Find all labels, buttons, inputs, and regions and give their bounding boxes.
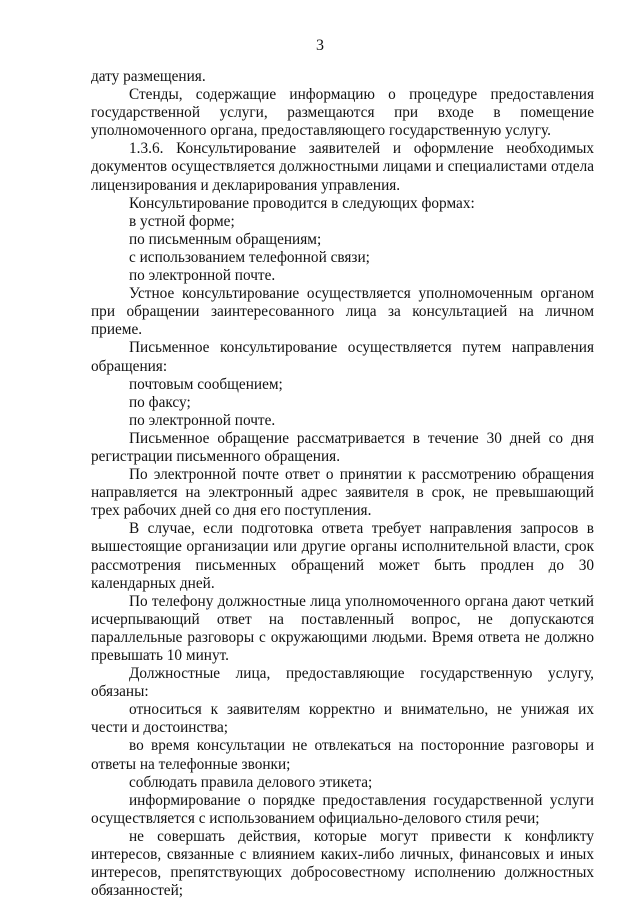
document-body: [91, 68, 594, 900]
paragraph: Должностные лица, предоставляющие государственную услугу, обязаны:: [91, 665, 594, 701]
paragraph: 1.3.6. Консультирование заявителей и оформление необходимых документов осуществляется должностными лицами и специалистами отдела лицензирования и декларирования управления.: [91, 140, 594, 194]
paragraph: Стенды, содержащие информацию о процедуре предоставления государственной услуги, размещаются при входе в помещение уполномоченного органа, предоставляющего государственную услугу.: [91, 86, 594, 140]
paragraph: Устное консультирование осуществляется уполномоченным органом при обращении заинтересованного лица за консультацией на личном приеме.: [91, 285, 594, 339]
list-item: не совершать действия, которые могут привести к конфликту интересов, связанные с влиянием каких-либо личных, финансовых и иных интересов, препятствующих добросовестному исполнению должностных обязанностей;: [91, 827, 594, 900]
list-item: в устной форме;: [129, 212, 235, 230]
list-item: по электронной почте.: [129, 267, 276, 285]
list-item: относиться к заявителям корректно и внимательно, не унижая их чести и достоинства;: [91, 701, 594, 737]
list-item: почтовым сообщением;: [129, 375, 283, 393]
paragraph: По электронной почте ответ о принятии к рассмотрению обращения направляется на электронный адрес заявителя в срок, не превышающий трех рабочих дней со дня его поступления.: [91, 466, 594, 520]
paragraph: В случае, если подготовка ответа требует направления запросов в вышестоящие организации или другие органы исполнительной власти, срок рассмотрения письменных обращений может быть продлен до 30 календарных дней.: [91, 520, 594, 592]
list-item: с использованием телефонной связи;: [129, 248, 370, 266]
list-item: по факсу;: [129, 393, 191, 411]
list-item: по электронной почте.: [129, 411, 276, 429]
list-item: по письменным обращениям;: [129, 230, 322, 248]
list-item: во время консультации не отвлекаться на посторонние разговоры и ответы на телефонные звонки;: [91, 737, 594, 773]
paragraph: Консультирование проводится в следующих формах:: [129, 194, 475, 212]
page-number: 3: [316, 37, 324, 54]
paragraph: По телефону должностные лица уполномоченного органа дают четкий исчерпывающий ответ на поставленный вопрос, не допускаются параллельные разговоры с окружающими людьми. Время ответа не должно превышать 10 минут.: [91, 592, 594, 664]
paragraph: Письменное обращение рассматривается в течение 30 дней со дня регистрации письменного обращения.: [91, 429, 594, 465]
paragraph: Письменное консультирование осуществляется путем направления обращения:: [91, 339, 594, 375]
list-item: информирование о порядке предоставления государственной услуги осуществляется с использованием официально-делового стиля речи;: [91, 791, 594, 827]
list-item: соблюдать правила делового этикета;: [129, 773, 373, 791]
paragraph: дату размещения.: [91, 68, 206, 85]
